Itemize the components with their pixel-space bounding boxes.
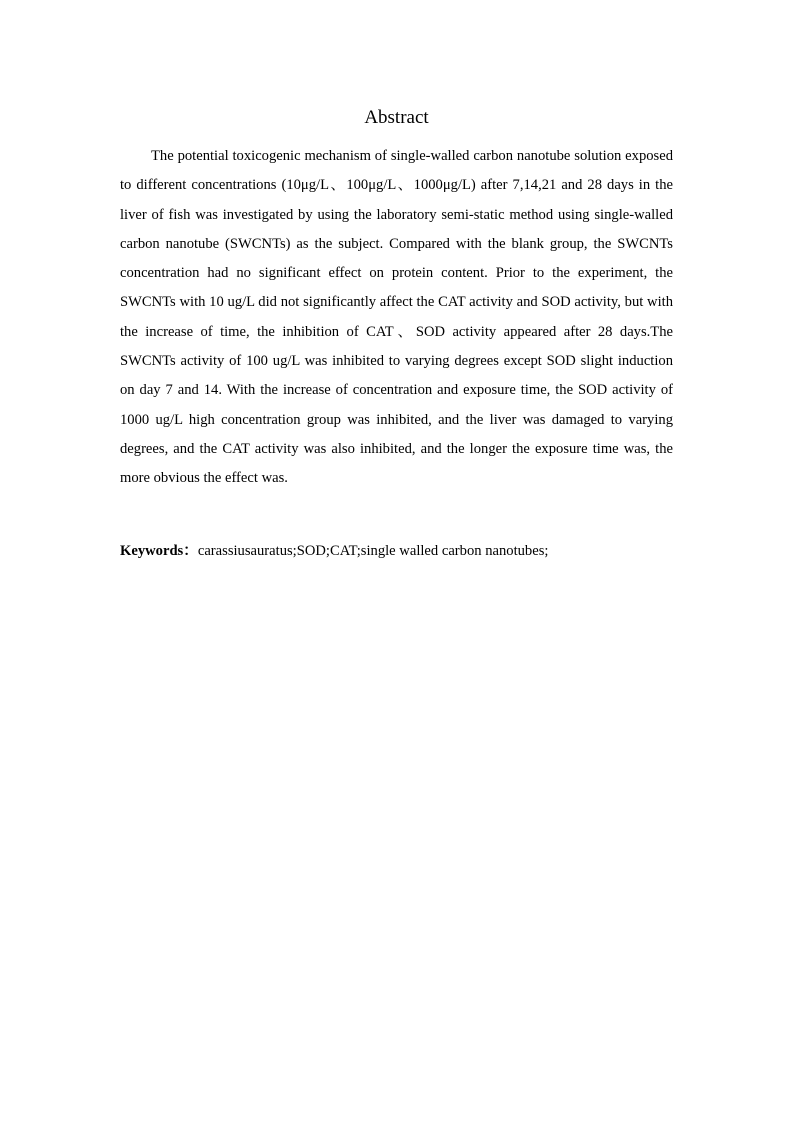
abstract-body: The potential toxicogenic mechanism of single-walled carbon nanotube solution exposed to different concentrations (10μg/L、100μg/L、1000μg/L) after 7,14,21 and 28 days in the liver of fish was investigated by using the laboratory semi-static method using single-walled carbon nanotube (SWCNTs) as the subject. Compared with the blank group, the SWCNTs concentration had no significant effect on protein content. Prior to the experiment, the SWCNTs with 10 ug/L did not significantly affect the CAT activity and SOD activity, but with the increase of time, the inhibition of CAT、SOD activity appeared after 28 days.The SWCNTs activity of 100 ug/L was inhibited to varying degrees except SOD slight induction on day 7 and 14. With the increase of concentration and exposure time, the SOD activity of 1000 ug/L high concentration group was inhibited, and the liver was damaged to varying degrees, and the CAT activity was also inhibited, and the longer the exposure time was, the more obvious the effect was. (120, 148, 673, 487)
keywords-label: Keywords： (120, 543, 198, 559)
keywords-value: carassiusauratus;SOD;CAT;single walled carbon nanotubes; (197, 543, 549, 559)
abstract-title: Abstract (364, 107, 429, 128)
keywords-line (120, 538, 673, 564)
